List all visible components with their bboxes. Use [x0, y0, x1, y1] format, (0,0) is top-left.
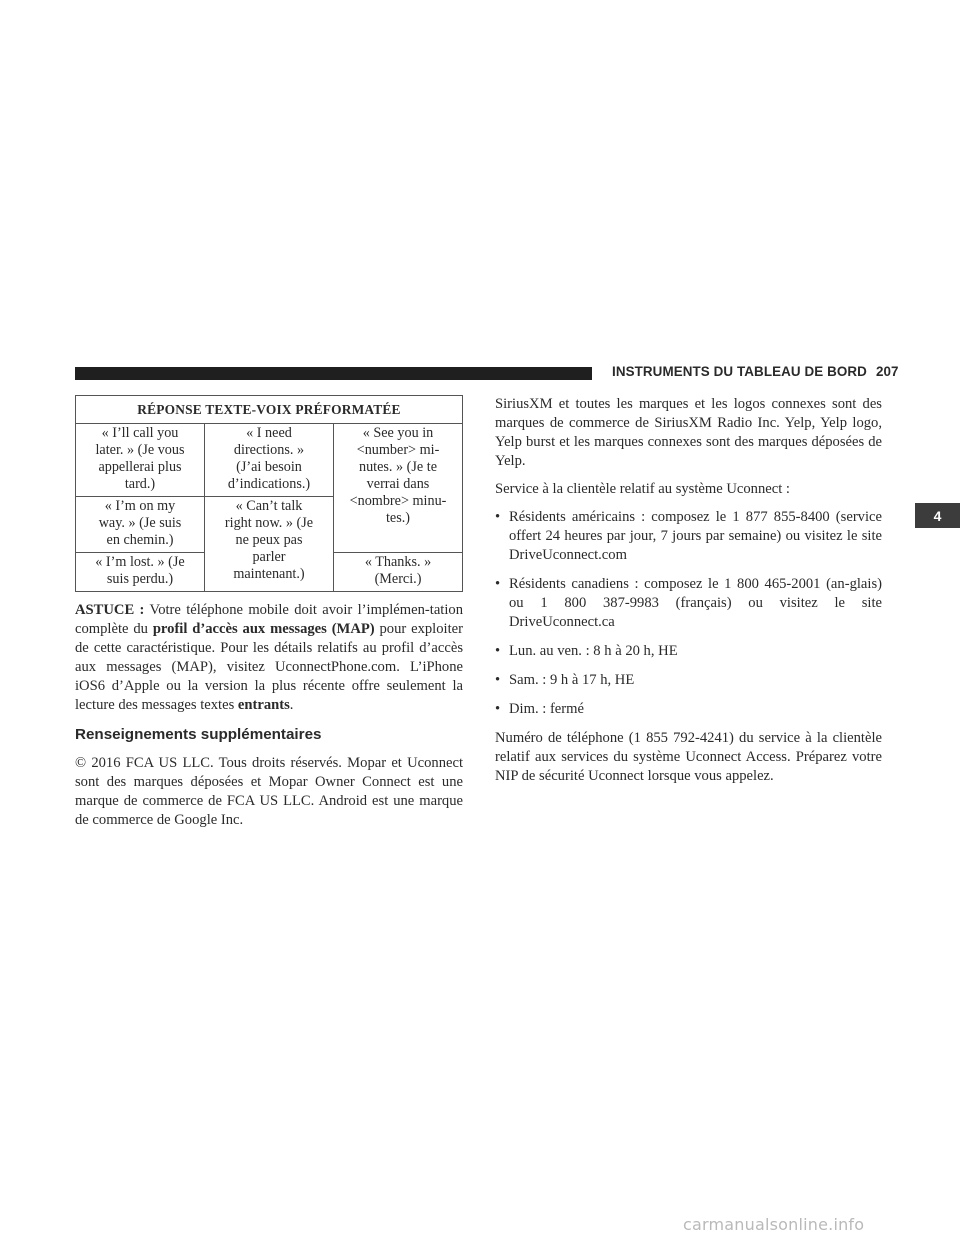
bullet-icon: • — [495, 509, 501, 525]
table-row — [76, 424, 463, 497]
bullet-icon: • — [495, 643, 501, 659]
service-intro: Service à la clientèle relatif au système Uconnect : — [495, 481, 790, 497]
tip-text: . — [289, 697, 294, 713]
section-heading: Renseignements supplémentaires — [75, 726, 322, 743]
table-cell: « I’ll call you later. » (Je vous appellerai plus tard.) — [76, 424, 205, 497]
watermark: carmanualsonline.info — [683, 1215, 865, 1234]
list-item: • Lun. au ven. : 8 h à 20 h, HE — [495, 643, 678, 659]
table-cell: « See you in <number> mi- nutes. » (Je te verrai dans <nombre> minu- tes.) — [334, 424, 463, 553]
running-header — [612, 364, 899, 379]
list-item: • Résidents américains : composez le 1 877 855-8400 (service offert 24 heures par jour, 7 jours par semaine) ou visitez le site DriveUconnect.com — [495, 509, 882, 563]
tip-text: pour exploiter de cette caractéristique. Pour les détails relatifs au profil d’accès aux messages (MAP), visitez UconnectPhone.com. L’iPhone iOS6 d’Apple ou la version la plus récente offre seulement la lecture des messages textes — [75, 621, 463, 713]
chapter-tab: 4 — [915, 503, 960, 528]
bullet-icon: • — [495, 672, 501, 688]
header-rule — [75, 367, 592, 380]
copyright-paragraph: © 2016 FCA US LLC. Tous droits réservés. Mopar et Uconnect sont des marques déposées et Mopar Owner Connect est une marque de commerce de FCA US LLC. Android est une marque de commerce de Google Inc. — [75, 755, 463, 828]
table-cell: « I’m lost. » (Je suis perdu.) — [76, 553, 205, 592]
right-column — [495, 395, 882, 795]
list-item: • Dim. : fermé — [495, 701, 584, 717]
section-title: INSTRUMENTS DU TABLEAU DE BORD — [612, 364, 867, 379]
service-list — [495, 508, 882, 719]
tip-emphasis: entrants — [237, 697, 290, 713]
tip-paragraph — [75, 601, 463, 715]
trademarks-paragraph: SiriusXM et toutes les marques et les logos connexes sont des marques de commerce de SiriusXM Radio Inc. Yelp, Yelp logo, Yelp burst et les marques connexes sont des marques déposées de Yelp. — [495, 396, 882, 469]
bullet-icon: • — [495, 701, 501, 717]
table-heading: RÉPONSE TEXTE-VOIX PRÉFORMATÉE — [76, 396, 463, 424]
preformatted-reply-table — [75, 395, 463, 592]
tip-text: Votre téléphone mobile doit avoir l’implémen-tation complète du — [75, 602, 464, 637]
table-cell: « Thanks. » (Merci.) — [334, 553, 463, 592]
left-column — [75, 395, 463, 830]
tip-label: ASTUCE : — [75, 602, 145, 618]
list-item: • Résidents canadiens : composez le 1 800 465-2001 (an-glais) ou 1 800 387-9983 (français) ou visitez le site DriveUconnect.ca — [495, 576, 882, 630]
tip-emphasis: profil d’accès aux messages (MAP) — [152, 621, 375, 637]
table-cell: « I’m on my way. » (Je suis en chemin.) — [76, 497, 205, 553]
list-item: • Sam. : 9 h à 17 h, HE — [495, 672, 635, 688]
bullet-icon: • — [495, 576, 501, 592]
table-cell: « Can’t talk right now. » (Je ne peux pas parler maintenant.) — [205, 497, 334, 592]
access-paragraph: Numéro de téléphone (1 855 792-4241) du service à la clientèle relatif aux services du système Uconnect Access. Préparez votre NIP de sécurité Uconnect lorsque vous appelez. — [495, 730, 882, 784]
page-number: 207 — [875, 364, 899, 379]
table-cell: « I need directions. » (J’ai besoin d’indications.) — [205, 424, 334, 497]
